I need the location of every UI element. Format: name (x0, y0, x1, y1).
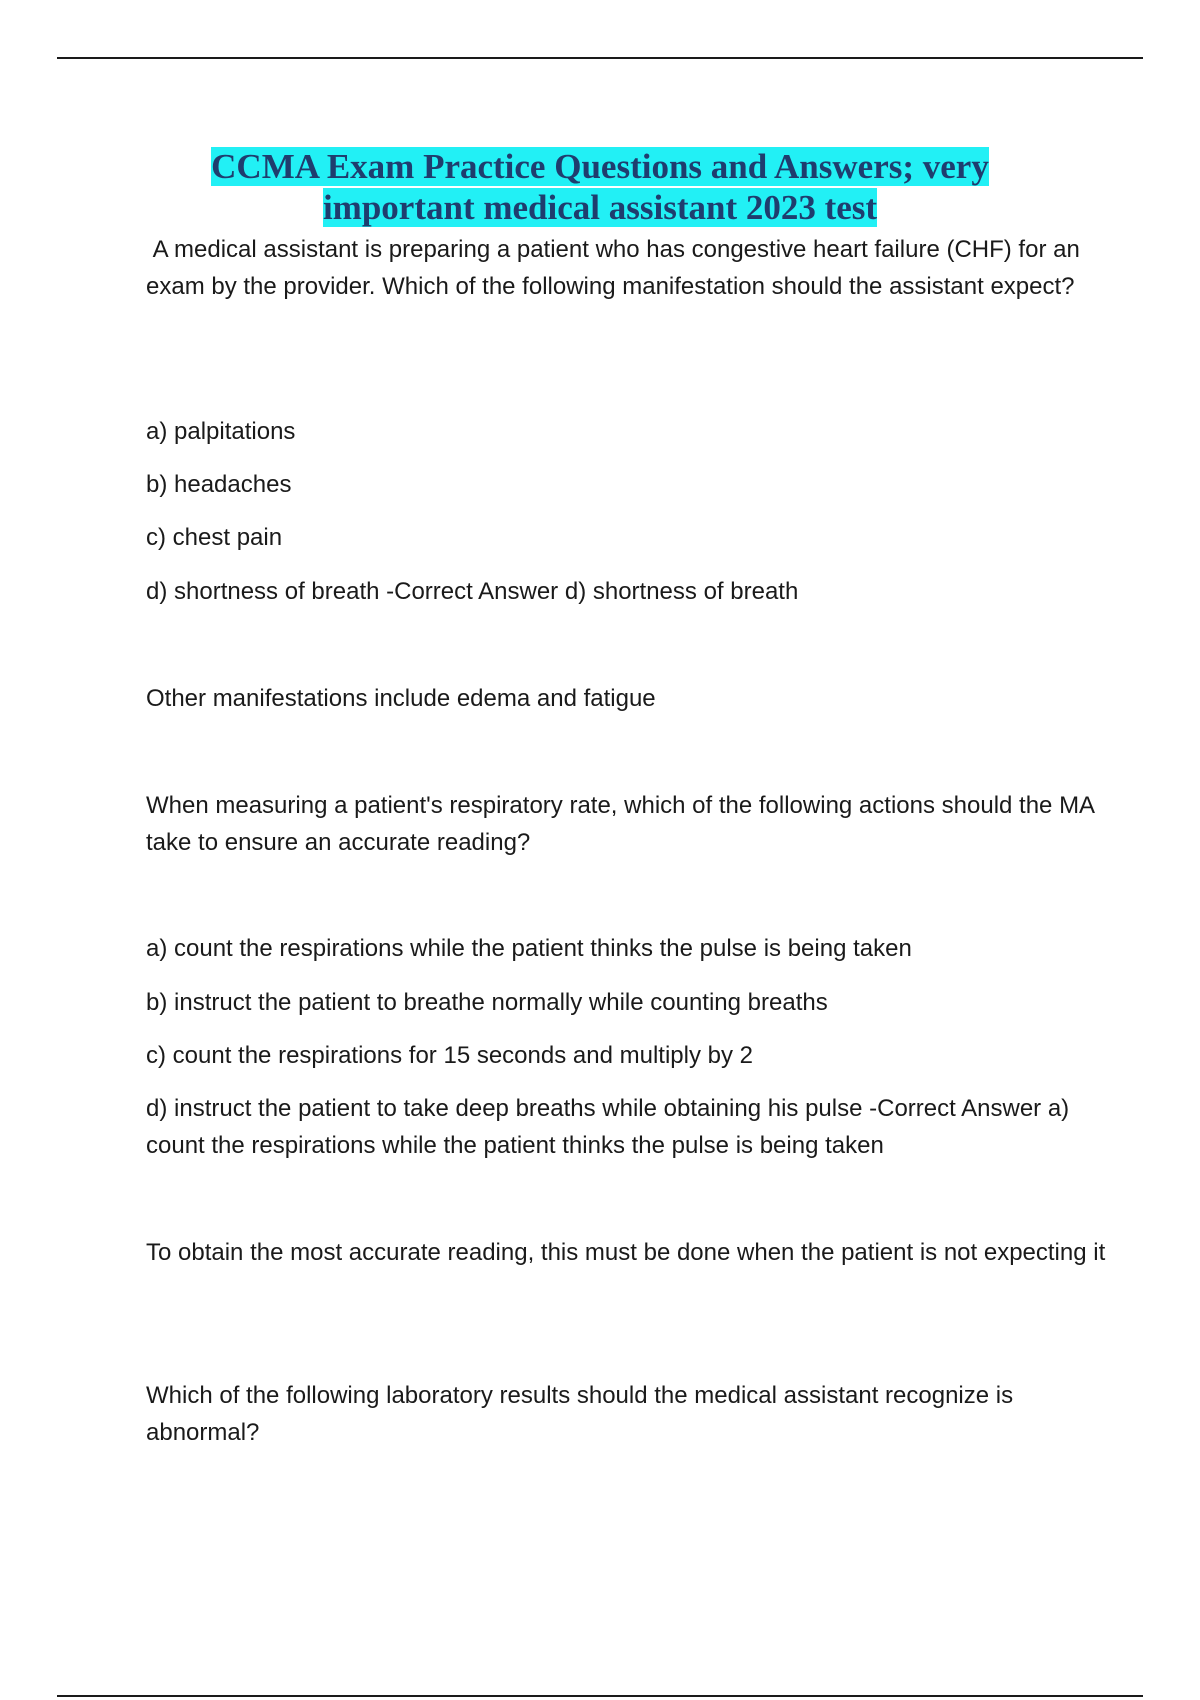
question-1-option-a: a) palpitations (146, 418, 296, 445)
question-2-stem: When measuring a patient's respiratory rate, which of the following actions should the MA take to ensure an accurate reading? (146, 792, 1094, 856)
question-1-option-c: c) chest pain (146, 524, 283, 551)
page-title (100, 146, 1100, 228)
question-1-option-b: b) headaches (146, 471, 292, 498)
question-2-option-c: c) count the respirations for 15 seconds and multiply by 2 (146, 1042, 753, 1069)
question-1-explanation: Other manifestations include edema and fatigue (146, 685, 656, 712)
footer-rule (57, 1695, 1143, 1697)
question-2-explanation: To obtain the most accurate reading, this must be done when the patient is not expecting it (146, 1239, 1106, 1266)
question-2-option-a: a) count the respirations while the patient thinks the pulse is being taken (146, 935, 912, 962)
title-line-2: important medical assistant 2023 test (322, 188, 878, 227)
title-line-1: CCMA Exam Practice Questions and Answers; very (211, 147, 989, 186)
header-rule (57, 57, 1143, 59)
question-2-option-d: d) instruct the patient to take deep breaths while obtaining his pulse -Correct Answer a) count the respirations while the patient thinks the pulse is being taken (146, 1095, 1070, 1159)
question-1-option-d: d) shortness of breath -Correct Answer d) shortness of breath (146, 578, 799, 605)
question-1-stem: A medical assistant is preparing a patient who has congestive heart failure (CHF) for an exam by the provider. Which of the following manifestation should the assistant expect? (146, 236, 1087, 300)
question-3-stem: Which of the following laboratory results should the medical assistant recognize is abnormal? (146, 1382, 1014, 1446)
question-2-option-b: b) instruct the patient to breathe normally while counting breaths (146, 989, 828, 1016)
